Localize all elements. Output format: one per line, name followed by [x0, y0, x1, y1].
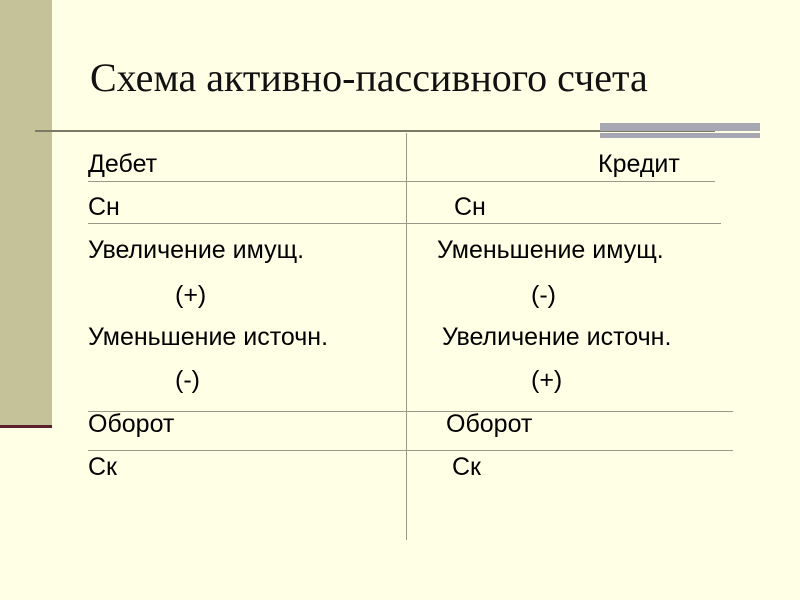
credit-header: Кредит — [598, 150, 680, 178]
credit-increase-sources: Увеличение источн. — [442, 323, 672, 351]
credit-closing-balance: Ск — [452, 453, 481, 481]
debit-decrease-sources-sign: (-) — [175, 366, 200, 394]
decorative-bar-bottom — [600, 133, 760, 138]
credit-decrease-assets-sign: (-) — [531, 281, 556, 309]
decorative-bar-top — [600, 123, 760, 131]
credit-opening-balance: Сн — [454, 193, 486, 221]
debit-turnover: Оборот — [88, 410, 175, 438]
t-account-center-line — [406, 133, 407, 540]
credit-turnover: Оборот — [446, 410, 533, 438]
debit-decrease-sources: Уменьшение источн. — [88, 323, 329, 351]
slide-title: Схема активно-пассивного счета — [90, 55, 648, 100]
debit-header: Дебет — [88, 150, 158, 178]
side-accent-line — [0, 425, 52, 428]
opening-balance-divider — [88, 223, 721, 224]
credit-increase-sources-sign: (+) — [531, 366, 563, 394]
debit-opening-balance: Сн — [88, 193, 120, 221]
header-divider — [88, 181, 715, 182]
side-decoration-bar — [0, 0, 52, 425]
debit-increase-assets: Увеличение имущ. — [88, 236, 305, 264]
turnover-bottom-divider — [88, 450, 733, 451]
credit-decrease-assets: Уменьшение имущ. — [437, 236, 664, 264]
turnover-divider — [88, 411, 733, 412]
debit-closing-balance: Ск — [88, 453, 117, 481]
debit-increase-assets-sign: (+) — [175, 281, 207, 309]
